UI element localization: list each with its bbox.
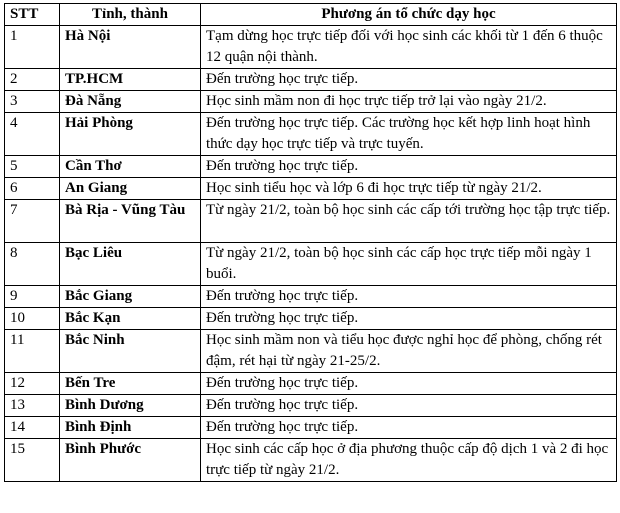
row-plan: Đến trường học trực tiếp. Các trường học kết hợp linh hoạt hình thức dạy học trực tiếp và trực tuyến. xyxy=(201,113,617,156)
row-plan: Từ ngày 21/2, toàn bộ học sinh các cấp học trực tiếp mỗi ngày 1 buổi. xyxy=(201,243,617,286)
row-province: TP.HCM xyxy=(60,69,201,91)
row-stt: 7 xyxy=(5,200,60,243)
row-plan: Tạm dừng học trực tiếp đối với học sinh các khối từ 1 đến 6 thuộc 12 quận nội thành. xyxy=(201,26,617,69)
table-row xyxy=(5,308,617,330)
table-row xyxy=(5,69,617,91)
row-stt: 11 xyxy=(5,330,60,373)
row-stt: 13 xyxy=(5,395,60,417)
table-row xyxy=(5,26,617,69)
table-row xyxy=(5,156,617,178)
row-plan: Học sinh tiểu học và lớp 6 đi học trực tiếp từ ngày 21/2. xyxy=(201,178,617,200)
row-province: Bà Rịa - Vũng Tàu xyxy=(60,200,201,243)
row-plan: Đến trường học trực tiếp. xyxy=(201,156,617,178)
row-stt: 2 xyxy=(5,69,60,91)
header-stt: STT xyxy=(5,4,60,26)
table-row xyxy=(5,395,617,417)
row-stt: 5 xyxy=(5,156,60,178)
row-plan: Đến trường học trực tiếp. xyxy=(201,69,617,91)
document-table-container xyxy=(4,3,617,482)
table-row xyxy=(5,200,617,243)
row-province: Cần Thơ xyxy=(60,156,201,178)
row-plan: Đến trường học trực tiếp. xyxy=(201,373,617,395)
row-province: Bắc Ninh xyxy=(60,330,201,373)
row-province: Bình Dương xyxy=(60,395,201,417)
row-stt: 8 xyxy=(5,243,60,286)
row-province: Bình Định xyxy=(60,417,201,439)
row-province: Hải Phòng xyxy=(60,113,201,156)
row-stt: 12 xyxy=(5,373,60,395)
row-stt: 4 xyxy=(5,113,60,156)
table-row xyxy=(5,330,617,373)
row-province: Bình Phước xyxy=(60,439,201,482)
table-row xyxy=(5,417,617,439)
table-header-row xyxy=(5,4,617,26)
row-plan: Đến trường học trực tiếp. xyxy=(201,395,617,417)
row-plan: Học sinh mầm non và tiểu học được nghỉ học để phòng, chống rét đậm, rét hại từ ngày 21-25/2. xyxy=(201,330,617,373)
row-stt: 3 xyxy=(5,91,60,113)
row-plan: Học sinh mầm non đi học trực tiếp trở lại vào ngày 21/2. xyxy=(201,91,617,113)
row-plan: Đến trường học trực tiếp. xyxy=(201,286,617,308)
table-row xyxy=(5,286,617,308)
row-plan: Học sinh các cấp học ở địa phương thuộc cấp độ dịch 1 và 2 đi học trực tiếp từ ngày 21/2. xyxy=(201,439,617,482)
row-stt: 14 xyxy=(5,417,60,439)
header-plan: Phương án tổ chức dạy học xyxy=(201,4,617,26)
table-row xyxy=(5,243,617,286)
row-stt: 15 xyxy=(5,439,60,482)
row-province: Đà Nẵng xyxy=(60,91,201,113)
row-province: Bắc Kạn xyxy=(60,308,201,330)
row-stt: 10 xyxy=(5,308,60,330)
row-province: An Giang xyxy=(60,178,201,200)
row-stt: 6 xyxy=(5,178,60,200)
row-stt: 1 xyxy=(5,26,60,69)
row-plan: Từ ngày 21/2, toàn bộ học sinh các cấp tới trường học tập trực tiếp. xyxy=(201,200,617,243)
row-plan: Đến trường học trực tiếp. xyxy=(201,308,617,330)
row-stt: 9 xyxy=(5,286,60,308)
row-plan: Đến trường học trực tiếp. xyxy=(201,417,617,439)
table-row xyxy=(5,439,617,482)
row-province: Bến Tre xyxy=(60,373,201,395)
table-row xyxy=(5,178,617,200)
table-row xyxy=(5,113,617,156)
table-row xyxy=(5,91,617,113)
row-province: Bạc Liêu xyxy=(60,243,201,286)
header-province: Tỉnh, thành xyxy=(60,4,201,26)
school-plan-table xyxy=(4,3,617,482)
table-row xyxy=(5,373,617,395)
row-province: Bắc Giang xyxy=(60,286,201,308)
row-province: Hà Nội xyxy=(60,26,201,69)
